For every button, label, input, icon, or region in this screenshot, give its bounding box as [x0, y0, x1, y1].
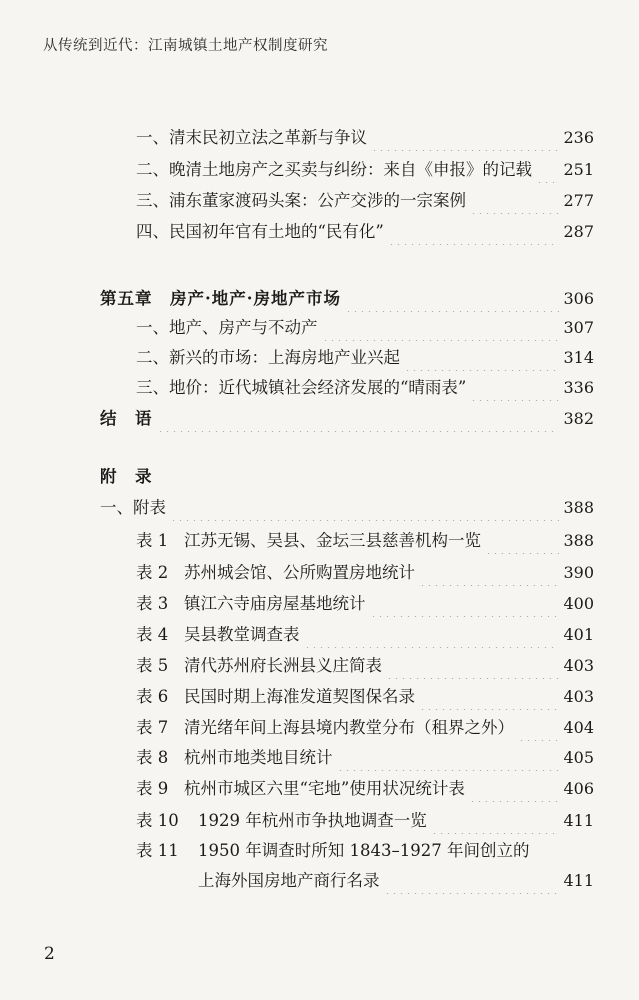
- table-label: 表 10: [136, 811, 179, 830]
- table-title: 杭州市地类地目统计: [184, 748, 333, 767]
- table-entry[interactable]: [136, 591, 594, 617]
- toc-entry-page: 388: [563, 498, 594, 517]
- toc-entry[interactable]: [136, 375, 594, 401]
- table-page: 390: [563, 563, 594, 582]
- table-title: 清光绪年间上海县境内教堂分布（租界之外）: [184, 718, 514, 737]
- table-page: 403: [563, 656, 594, 675]
- table-label: 表 2: [136, 563, 169, 582]
- leader-dots: [485, 528, 559, 554]
- leader-dots: [157, 406, 560, 432]
- leader-dots: [384, 868, 560, 894]
- running-header: 从传统到近代：江南城镇土地产权制度研究: [43, 38, 328, 54]
- toc-entry[interactable]: [136, 315, 594, 341]
- table-entry[interactable]: [136, 528, 594, 554]
- toc-entry-title: 一、附表: [100, 498, 166, 517]
- leader-dots: [404, 345, 559, 371]
- table-label: 表 5: [136, 656, 169, 675]
- chapter-title: 第五章 房产·地产·房地产市场: [100, 289, 341, 308]
- toc-entry-title: 一、地产、房产与不动产: [136, 318, 318, 337]
- toc-appendix[interactable]: [100, 464, 300, 490]
- table-entry[interactable]: [136, 560, 594, 586]
- leader-dots: [536, 157, 559, 183]
- table-entry[interactable]: [136, 838, 594, 864]
- toc-entry-page: 307: [563, 318, 594, 337]
- page-number: 2: [44, 944, 55, 964]
- leader-dots: [431, 808, 560, 834]
- table-page: 401: [563, 625, 594, 644]
- table-entry[interactable]: [136, 808, 594, 834]
- table-entry[interactable]: [136, 745, 594, 771]
- table-title: 江苏无锡、吴县、金坛三县慈善机构一览: [184, 531, 481, 550]
- table-label: 表 4: [136, 625, 169, 644]
- leader-dots: [345, 286, 559, 312]
- table-title: 杭州市城区六里“宅地”使用状况统计表: [184, 779, 465, 798]
- table-label: 表 8: [136, 748, 169, 767]
- table-title: 1929 年杭州市争执地调查一览: [198, 811, 427, 830]
- leader-dots: [388, 219, 560, 245]
- table-entry-continuation[interactable]: [198, 868, 594, 894]
- leader-dots: [322, 315, 560, 341]
- toc-entry-title: 一、清末民初立法之革新与争议: [136, 128, 367, 147]
- leader-dots: [370, 591, 560, 617]
- table-title-line2: 上海外国房地产商行名录: [198, 871, 380, 890]
- toc-entry[interactable]: [136, 219, 594, 245]
- table-entry[interactable]: [136, 715, 594, 741]
- toc-conclusion[interactable]: [100, 406, 594, 432]
- table-page: 406: [563, 779, 594, 798]
- leader-dots: [386, 653, 559, 679]
- conclusion-title: 结 语: [100, 409, 153, 428]
- toc-entry[interactable]: [136, 188, 594, 214]
- table-page: 411: [563, 811, 594, 830]
- table-label: 表 3: [136, 594, 169, 613]
- table-entry[interactable]: [136, 622, 594, 648]
- toc-entry-title: 三、浦东董家渡码头案：公产交涉的一宗案例: [136, 191, 466, 210]
- toc-entry-page: 236: [563, 128, 594, 147]
- toc-entry-title: 二、新兴的市场：上海房地产业兴起: [136, 348, 400, 367]
- table-title: 1950 年调查时所知 1843–1927 年间创立的: [198, 841, 530, 860]
- table-label: 表 6: [136, 687, 169, 706]
- leader-dots: [304, 622, 560, 648]
- toc-chapter[interactable]: [100, 286, 594, 312]
- table-entry[interactable]: [136, 653, 594, 679]
- table-entry[interactable]: [136, 684, 594, 710]
- table-title: 清代苏州府长洲县义庄简表: [184, 656, 382, 675]
- table-title: 吴县教堂调查表: [184, 625, 300, 644]
- chapter-page: 306: [563, 289, 594, 308]
- toc-entry-title: 三、地价：近代城镇社会经济发展的“晴雨表”: [136, 378, 467, 397]
- leader-dots: [170, 495, 559, 521]
- toc-entry-page: 287: [563, 222, 594, 241]
- leader-dots: [470, 188, 559, 214]
- table-page: 404: [563, 718, 594, 737]
- table-label: 表 7: [136, 718, 169, 737]
- leader-dots: [337, 745, 560, 771]
- leader-dots: [470, 375, 559, 401]
- table-page: 403: [563, 687, 594, 706]
- toc-entry-page: 314: [563, 348, 594, 367]
- toc-entry[interactable]: [100, 495, 594, 521]
- toc-entry-title: 四、民国初年官有土地的“民有化”: [136, 222, 384, 241]
- leader-dots: [371, 125, 559, 151]
- table-label: 表 1: [136, 531, 169, 550]
- table-entry[interactable]: [136, 776, 594, 802]
- table-page: 388: [563, 531, 594, 550]
- table-title: 镇江六寺庙房屋基地统计: [184, 594, 366, 613]
- toc-entry-page: 336: [563, 378, 594, 397]
- leader-dots: [419, 684, 559, 710]
- table-label: 表 11: [136, 841, 179, 860]
- toc-entry[interactable]: [136, 345, 594, 371]
- toc-entry-title: 二、晚清土地房产之买卖与纠纷：来自《申报》的记载: [136, 160, 532, 179]
- table-page: 400: [563, 594, 594, 613]
- appendix-title: 附 录: [100, 467, 153, 486]
- toc-entry[interactable]: [136, 125, 594, 151]
- leader-dots: [419, 560, 559, 586]
- table-title: 民国时期上海准发道契图保名录: [184, 687, 415, 706]
- toc-entry-page: 277: [563, 191, 594, 210]
- toc-entry[interactable]: [136, 157, 594, 183]
- table-label: 表 9: [136, 779, 169, 798]
- toc-entry-page: 251: [563, 160, 594, 179]
- leader-dots: [469, 776, 560, 802]
- conclusion-page: 382: [563, 409, 594, 428]
- table-page: 405: [563, 748, 594, 767]
- table-title: 苏州城会馆、公所购置房地统计: [184, 563, 415, 582]
- leader-dots: [518, 715, 559, 741]
- table-page: 411: [563, 871, 594, 890]
